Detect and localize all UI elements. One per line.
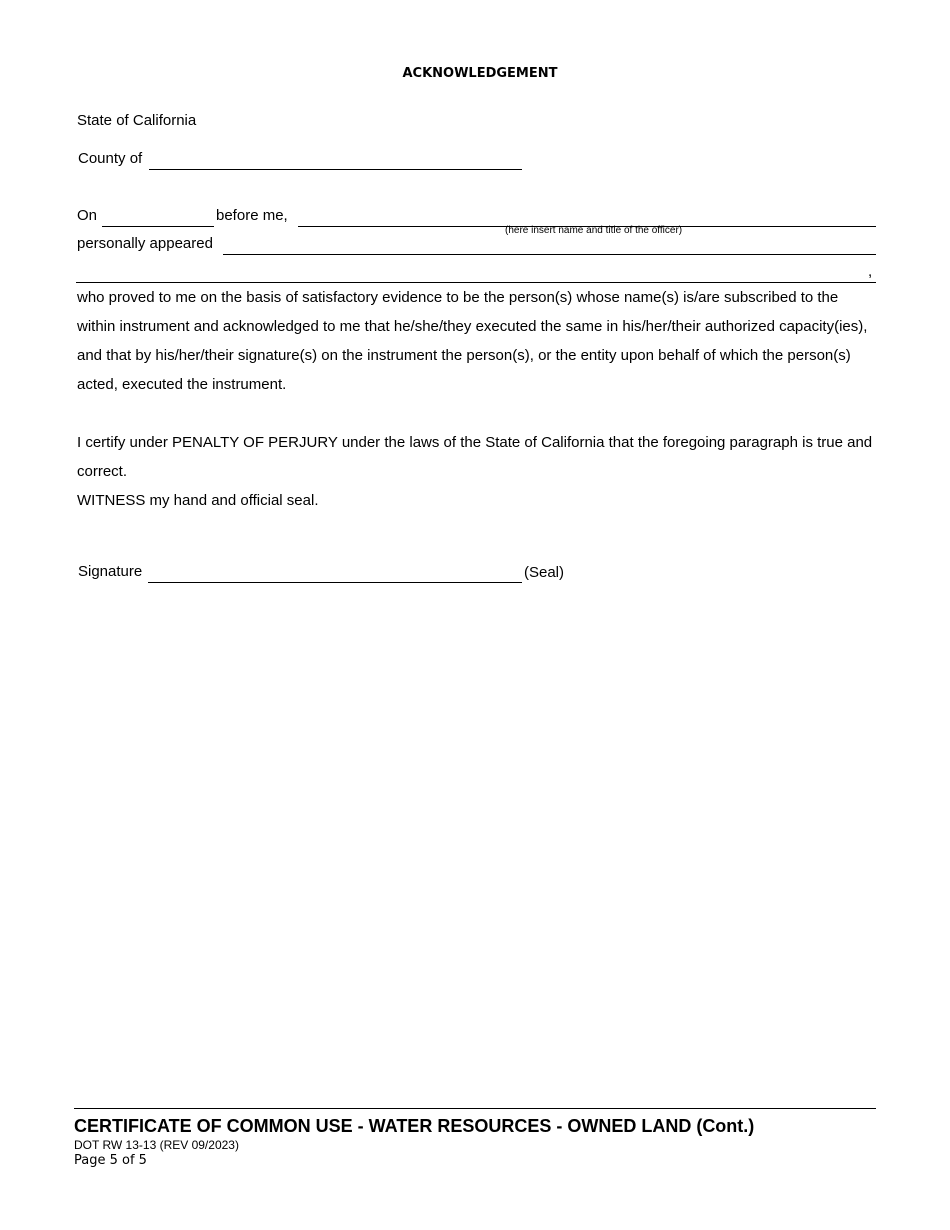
seal-label: (Seal) [524,564,565,581]
date-field[interactable] [102,226,214,227]
date-label: On [77,207,98,224]
acknowledgement-paragraph: who proved to me on the basis of satisfactory evidence to be the person(s) whose name(s) is/are subscribed to the within instrument and acknowledged to me that he/she/they executed the same in his/her/their authorized capacity(ies), and that by his/her/their signature(s) on the instrument the person(s), or the entity upon behalf of which the person(s) acted, executed the instrument. [77,289,868,393]
appeared-name-field[interactable] [223,254,876,255]
before-me-label: before me, [216,207,288,224]
signature-field[interactable] [148,582,522,583]
perjury-paragraph: I certify under PENALTY OF PERJURY under the laws of the State of California that the foregoing paragraph is true and correct. [77,434,873,480]
page-title: ACKNOWLEDGEMENT [402,66,558,81]
witness-line: WITNESS my hand and official seal. [77,492,319,509]
comma: , [868,263,873,280]
state-line: State of California [77,112,197,129]
page-number: Page 5 of 5 [74,1153,147,1168]
signature-label: Signature [78,563,143,580]
appeared-label: personally appeared [77,235,213,252]
county-field[interactable] [149,169,522,170]
footer-divider [74,1108,876,1109]
officer-hint: (here insert name and title of the officer) [505,225,683,236]
county-label: County of [78,150,143,167]
form-code: DOT RW 13-13 (REV 09/2023) [74,1138,239,1152]
footer-title: CERTIFICATE OF COMMON USE - WATER RESOURCES - OWNED LAND (Cont.) [74,1116,755,1136]
